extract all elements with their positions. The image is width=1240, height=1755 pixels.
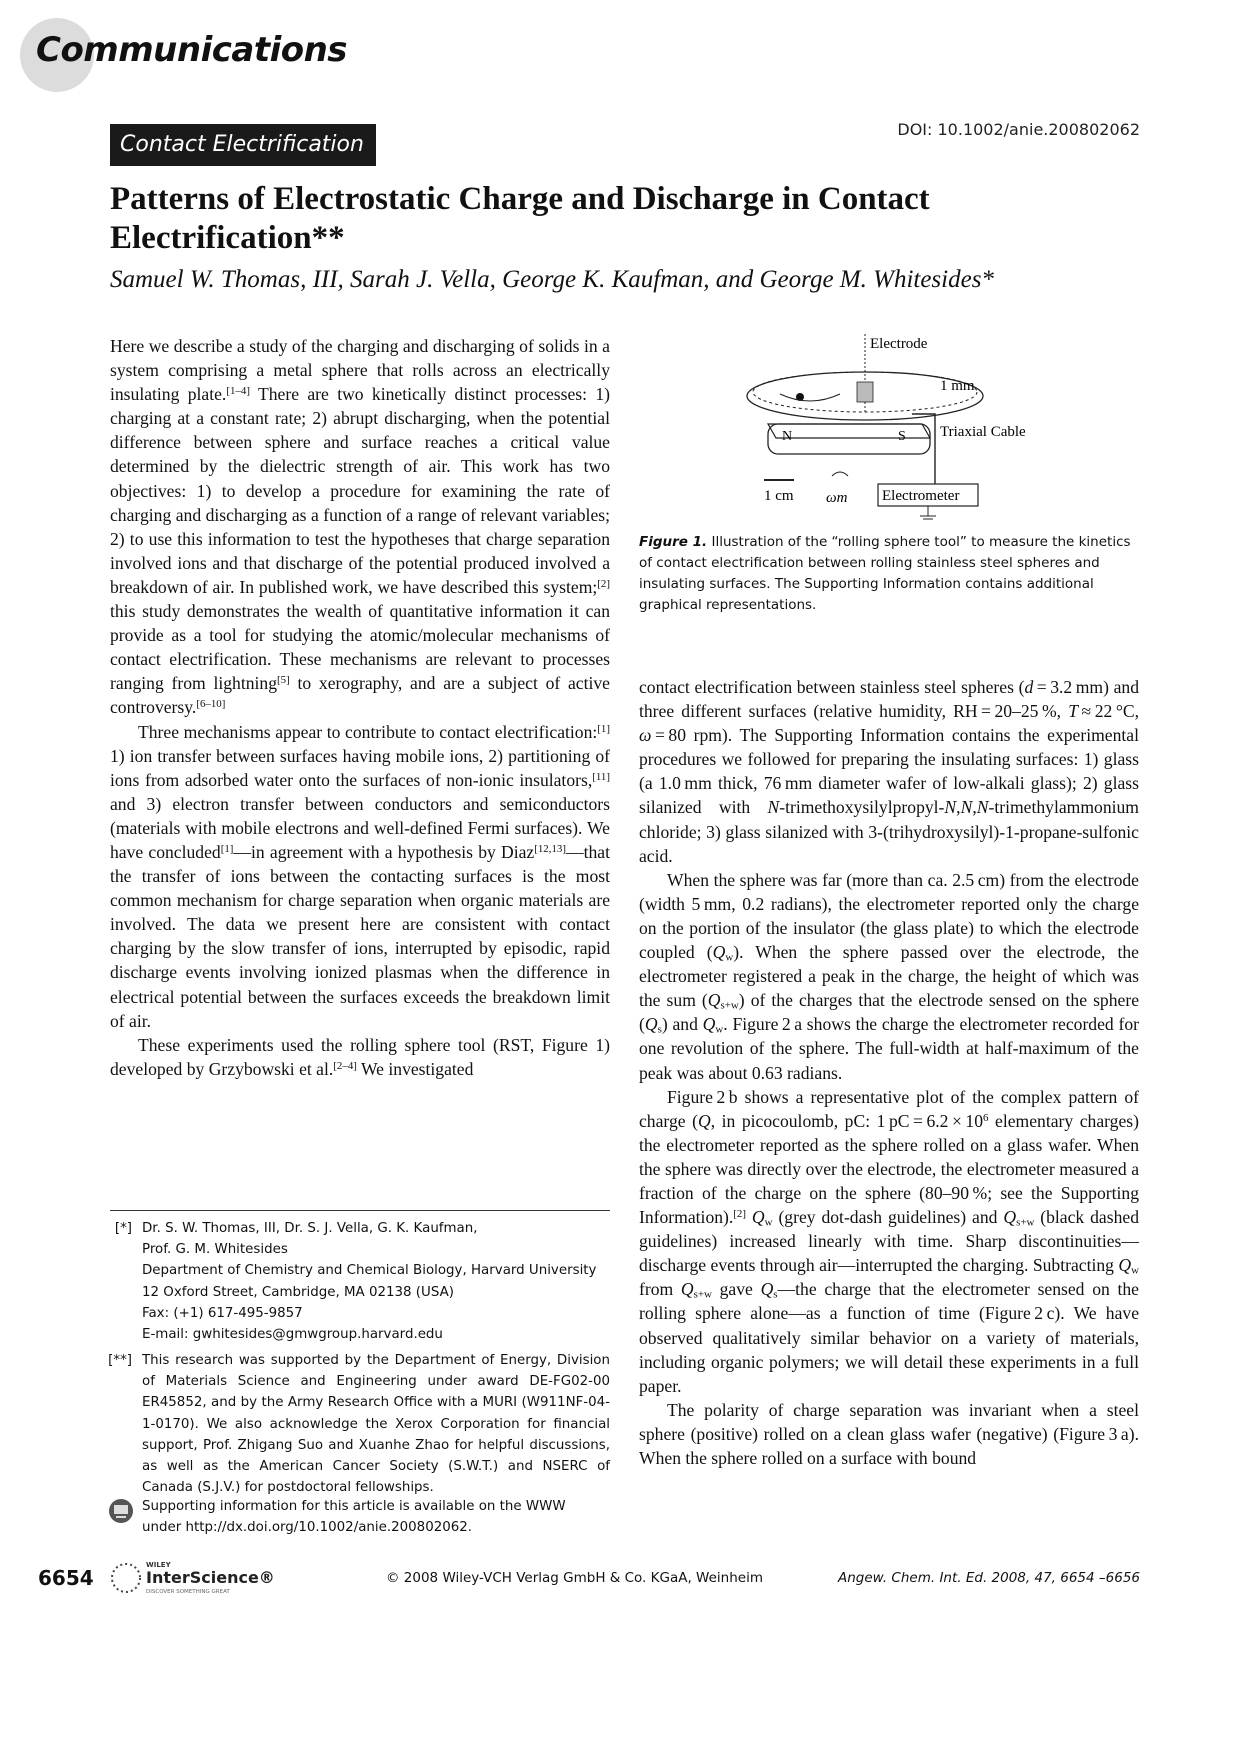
doi-link[interactable]: DOI: 10.1002/anie.200802062: [897, 120, 1140, 139]
body-column-left: [110, 334, 610, 1081]
figure-label: Figure 1.: [639, 534, 708, 550]
supporting-info-note: [142, 1496, 610, 1538]
rotation-arrow: [780, 394, 840, 401]
electrode: [857, 382, 873, 402]
article-authors: Samuel W. Thomas, III, Sarah J. Vella, George K. Kaufman, and George M. Whitesides*: [110, 266, 994, 293]
paragraph: The polarity of charge separation was invariant when a steel sphere (positive) rolled on a clean glass wafer (negative) (Figure 3 a). When the sphere rolled on a surface with bound: [639, 1399, 1139, 1468]
article-title: Patterns of Electrostatic Charge and Discharge in Contact Electrification**: [110, 181, 930, 256]
omega-label: ωm: [826, 490, 848, 506]
electrometer-label: Electrometer: [882, 488, 960, 504]
magnet-south-label: S: [898, 429, 906, 444]
omega-arrow: [832, 472, 848, 476]
section-title: Communications: [36, 30, 348, 70]
page-number: 6654: [38, 1566, 94, 1590]
figure-1-caption: [639, 532, 1139, 616]
footnote-affiliation: [142, 1218, 610, 1345]
paragraph: contact electrification between stainless steel spheres (d = 3.2 mm) and three different surfaces (relative humidity, RH = 20–25 %, T ≈ 22 °C, ω = 80 rpm). The Supporting Information contains the experimental procedures we followed for preparing the insulating surfaces: 1) glass (a 1.0 mm thick, 76 mm diameter wafer of low-alkali glass); 2) glass silanized with N-trimethoxysilylpropyl-N,N,N-trimethylammonium chloride; 3) glass silanized with 3-(trihydroxysilyl)-1-propane-sulfonic acid.: [639, 677, 1139, 866]
svg-text:InterScience®: InterScience®: [146, 1568, 275, 1587]
svg-text:DISCOVER SOMETHING GREAT: DISCOVER SOMETHING GREAT: [146, 1589, 230, 1595]
footnote-line: Fax: (+1) 617-495-9857: [142, 1305, 303, 1321]
paragraph: When the sphere was far (more than ca. 2.5 cm) from the electrode (width 5 mm, 0.2 radians), the electrometer reported only the charge on the portion of the insulator (the glass plate) to which the electrode coupled $(Q_w)$. When the sphere passed over the electrode, the electrometer registered a peak in the charge, the height of which was the sum $(Q_{s+w})$ of the charges that the electrode sensed on the sphere $(Q_s)$ and $Q_w$. Figure 2 a shows the charge the electrometer recorded for one revolution of the sphere. The full-width at half-maximum of the peak was about 0.63 radians.: [639, 869, 1139, 1083]
paragraph: Here we describe a study of the charging and discharging of solids in a system comprising a metal sphere that rolls across an electrically insulating plate.[1–4] There are two kinetically distinct processes: 1) charging at a constant rate; 2) abrupt discharging, when the potential difference between sphere and surface reaches a critical value determined by the dielectric strength of air. This work has two objectives: 1) to develop a procedure for examining the rate of charging and discharging as a function of a range of relevant variables; 2) to use this information to test the hypotheses that charge separation involved ions and that discharge of the potential produced involved a breakdown of air. In published work, we have described this system;[2] this study demonstrates the wealth of quantitative information it can provide as a tool for studying the atomic/molecular mechanisms of contact electrification. These mechanisms are relevant to processes ranging from lightning[5] to xerography, and are a subject of active controversy.[6–10]: [110, 336, 610, 718]
footnote-mark: [**]: [108, 1353, 132, 1368]
paragraph: These experiments used the rolling sphere tool (RST, Figure 1) developed by Grzybowski et al.[2–4] We investigated: [110, 1034, 610, 1079]
electrode-label: Electrode: [870, 336, 928, 352]
computer-icon: [108, 1498, 134, 1524]
figure-1-diagram: [740, 334, 1040, 524]
paragraph: Figure 2 b shows a representative plot of the complex pattern of charge (Q, in picocoulomb, pC: 1 pC = $6.2 \times 10^6$ elementary charges) the electrometer reported as the sphere rolled on a glass wafer. When the sphere was directly over the electrode, the electrometer measured a fraction of the charge on the sphere (80–90 %; see the Supporting Information).[2] $Q_w$ (grey dot-dash guidelines) and $Q_{s+w}$ (black dashed guidelines) increased linearly with time. Sharp discontinuities—discharge events through air—interrupted the charging. Subtracting $Q_w$ from $Q_{s+w}$ gave $Q_s—the$ charge that the electrometer sensed on the rolling sphere alone—as a function of time (Figure 2 c). We have observed qualitatively similar behavior on a variety of materials, including organic polymers; we will detail these experiments in a full paper.: [639, 1086, 1139, 1396]
paragraph: Three mechanisms appear to contribute to contact electrification:[1] 1) ion transfer between surfaces having mobile ions, 2) partitioning of ions from adsorbed water onto the surfaces of non-ionic insulators,[11] and 3) electron transfer between conductors and semiconductors (materials with mobile electrons and well-defined Fermi surfaces). We have concluded[1]—in agreement with a hypothesis by Diaz[12,13]—that the transfer of ions between the contacting surfaces is the most common mechanism for charge separation when organic materials are involved. The data we present here are consistent with contact charging by the slow transfer of ions, interrupted by episodic, rapid discharge events involving ionized plasmas when the difference in electrical potential between the surfaces exceeds the breakdown limit of air.: [110, 721, 610, 1031]
svg-text:WILEY: WILEY: [146, 1561, 171, 1569]
footnote-line: Dr. S. W. Thomas, III, Dr. S. J. Vella, G. K. Kaufman,: [142, 1221, 478, 1236]
footnote-rule: [110, 1210, 610, 1211]
footnote-line: Prof. G. M. Whitesides: [142, 1242, 288, 1258]
footnote-line: Department of Chemistry and Chemical Biology, Harvard University: [142, 1263, 597, 1279]
footnote-email[interactable]: E-mail: gwhitesides@gmwgroup.harvard.edu: [142, 1327, 443, 1343]
footnote-acknowledgment: This research was supported by the Department of Energy, Division of Materials Science and Engineering under award DE-FG02-00 ER45852, and by the Army Research Office with a MURI (W911NF-04-1-0170). We also acknowledge the Xerox Corporation for financial support, Prof. Zhigang Suo and Xuanhe Zhao for helpful discussions, as well as the American Cancer Society (S.W.T.) and NSERC of Canada (S.J.V.) for postdoctoral fellowships.: [142, 1353, 610, 1496]
body-column-right: [639, 675, 1139, 1470]
cable-label: Triaxial Cable: [940, 424, 1026, 440]
footnote-mark: [*]: [114, 1221, 132, 1236]
si-link[interactable]: under http://dx.doi.org/10.1002/anie.200802062.: [142, 1520, 473, 1536]
caption-text: Illustration of the “rolling sphere tool” to measure the kinetics of contact electrification between rolling stainless steel spheres and insulating surfaces. The Supporting Information contains additional graphical representations.: [639, 534, 1131, 613]
gap-label: 1 mm: [940, 378, 975, 394]
journal-citation: Angew. Chem. Int. Ed. 2008, 47, 6654 –6656: [838, 1570, 1140, 1586]
copyright-notice: © 2008 Wiley-VCH Verlag GmbH & Co. KGaA, Weinheim: [386, 1570, 763, 1586]
interscience-logo: [108, 1556, 288, 1598]
si-line: Supporting information for this article is available on the WWW: [142, 1499, 566, 1514]
magnet-north-label: N: [782, 429, 793, 444]
topic-label: Contact Electrification: [110, 124, 376, 166]
scale-label: 1 cm: [764, 488, 794, 504]
footnote-line: 12 Oxford Street, Cambridge, MA 02138 (USA): [142, 1284, 454, 1300]
